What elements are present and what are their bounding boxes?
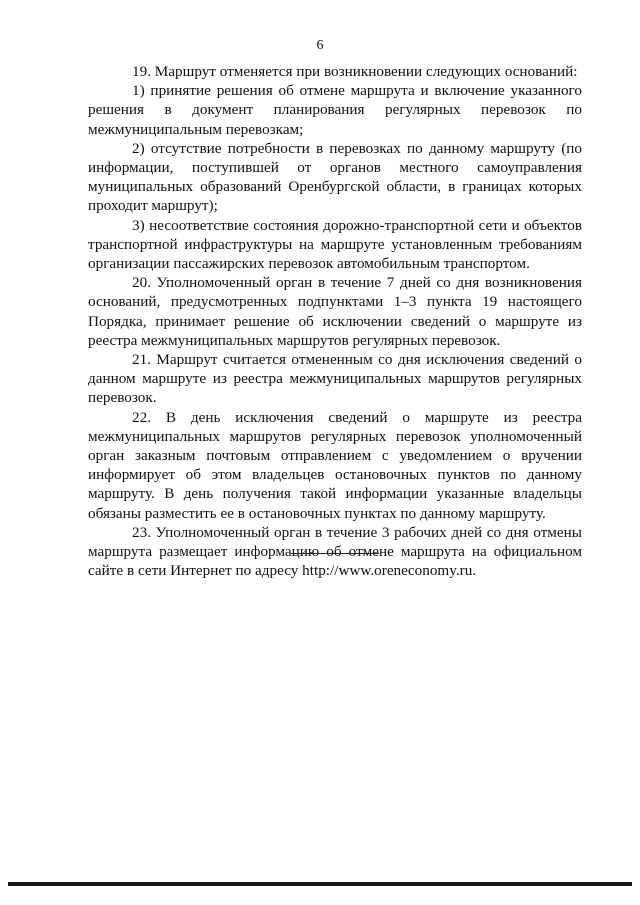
paragraph-19-3: 3) несоответствие состояния дорожно-транспортной сети и объектов транспортной инфраструктуры на маршруте установленным требованиям организации пассажирских перевозок автомобильным транспортом. — [88, 216, 582, 273]
paragraph-19-2: 2) отсутствие потребности в перевозках по данному маршруту (по информации, поступившей от органов местного самоуправления муниципальных образований Оренбургской области, в границах которых проходит маршрут); — [88, 139, 582, 215]
paragraph-20: 20. Уполномоченный орган в течение 7 дней со дня возникновения оснований, предусмотренных подпунктами 1–3 пункта 19 настоящего Порядка, принимает решение об исключении сведений о маршруте из реестра межмуниципальных маршрутов регулярных перевозок. — [88, 274, 582, 349]
paragraph-19-intro: 19. Маршрут отменяется при возникновении следующих оснований: — [132, 63, 578, 80]
page-number: 6 — [316, 38, 324, 53]
paragraph-19-1: 1) принятие решения об отмене маршрута и включение указанного решения в документ планирования регулярных перевозок по межмуниципальным перевозкам; — [88, 82, 582, 138]
scan-bottom-bar — [8, 882, 632, 886]
document-body — [88, 62, 582, 580]
paragraph-23: 23. Уполномоченный орган в течение 3 рабочих дней со дня отмены маршрута размещает информацию об отмене маршрута на официальном сайте в сети Интернет по адресу http://www.oreneconomy.ru. — [88, 523, 582, 580]
closing-rule — [291, 553, 379, 554]
paragraph-21: 21. Маршрут считается отмененным со дня исключения сведений о данном маршруте из реестра межмуниципальных маршрутов регулярных перевозок. — [88, 351, 582, 407]
paragraph-22: 22. В день исключения сведений о маршруте из реестра межмуниципальных маршрутов регулярных перевозок уполномоченный орган заказным почтовым отправлением с уведомлением о вручении информирует об этом владельцев остановочных пунктов по данному маршруту. В день получения такой информации указанные владельцы обязаны разместить ее в остановочных пунктах по данному маршруту. — [88, 408, 582, 522]
